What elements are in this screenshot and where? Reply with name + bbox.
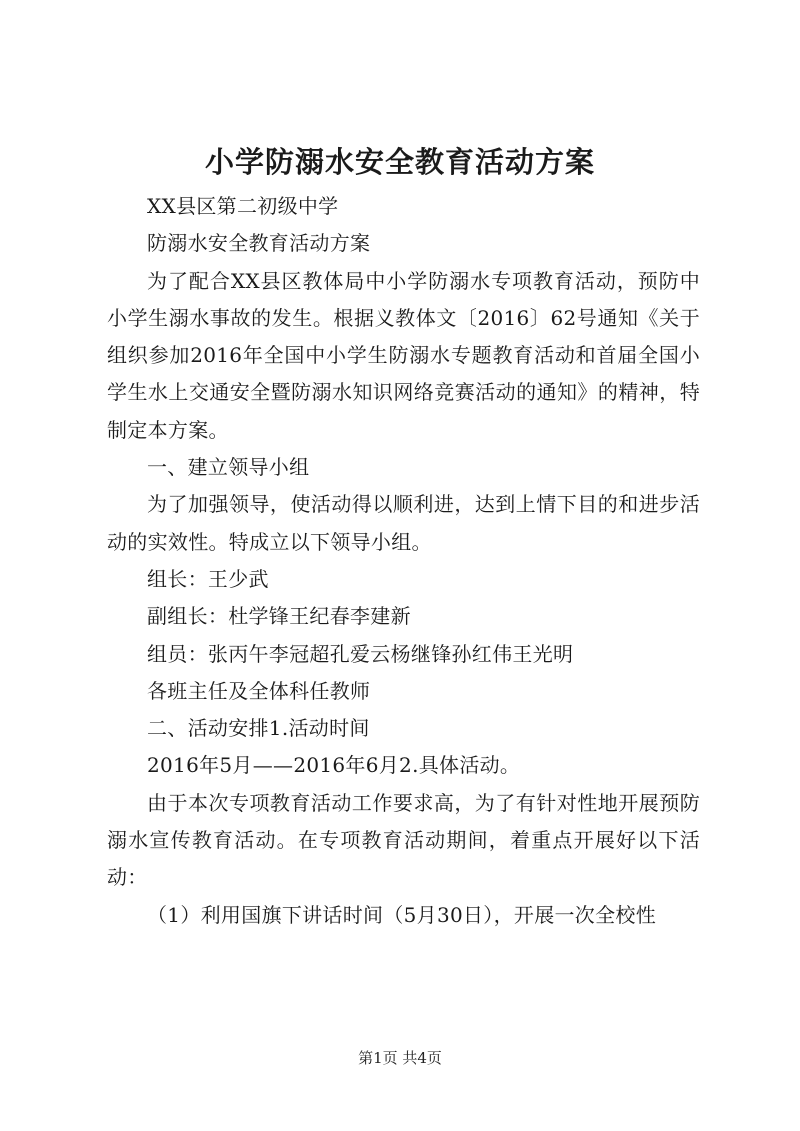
page-footer: 第1页 共4页 (358, 1049, 442, 1067)
document-title: 小学防溺水安全教育活动方案 (204, 145, 595, 179)
activity-time-line: 2016年5月——2016年6月2.具体活动。 (147, 753, 521, 778)
activity-description-paragraph: 由于本次专项教育活动工作要求高，为了有针对性地开展预防溺水宣传教育活动。在专项教育活动期间，着重点开展好以下活动： (107, 790, 700, 890)
leadership-paragraph: 为了加强领导，使活动得以顺利进，达到上情下目的和进步活动的实效性。特成立以下领导小组。 (107, 492, 700, 554)
document-body (107, 188, 700, 934)
team-leader-line: 组长：王少武 (147, 566, 269, 591)
section-heading-leadership: 一、建立领导小组 (147, 455, 310, 480)
activity-item-1: （1）利用国旗下讲话时间（5月30日），开展一次全校性 (147, 902, 656, 927)
intro-paragraph: 为了配合XX县区教体局中小学防溺水专项教育活动，预防中小学生溺水事故的发生。根据义教体文〔2016〕62号通知《关于组织参加2016年全国中小学生防溺水专题教育活动和首届全国小学生水上交通安全暨防溺水知识网络竞赛活动的通知》的精神，特制定本方案。 (107, 268, 700, 442)
plan-subtitle-line: 防溺水安全教育活动方案 (147, 231, 371, 256)
team-members-line: 组员：张丙午李冠超孔爱云杨继锋孙红伟王光明 (147, 641, 574, 666)
teachers-line: 各班主任及全体科任教师 (147, 678, 371, 703)
school-name-line: XX县区第二初级中学 (147, 194, 339, 218)
section-heading-activities: 二、活动安排1.活动时间 (147, 716, 370, 741)
deputy-leader-line: 副组长：杜学锋王纪春李建新 (147, 604, 411, 629)
